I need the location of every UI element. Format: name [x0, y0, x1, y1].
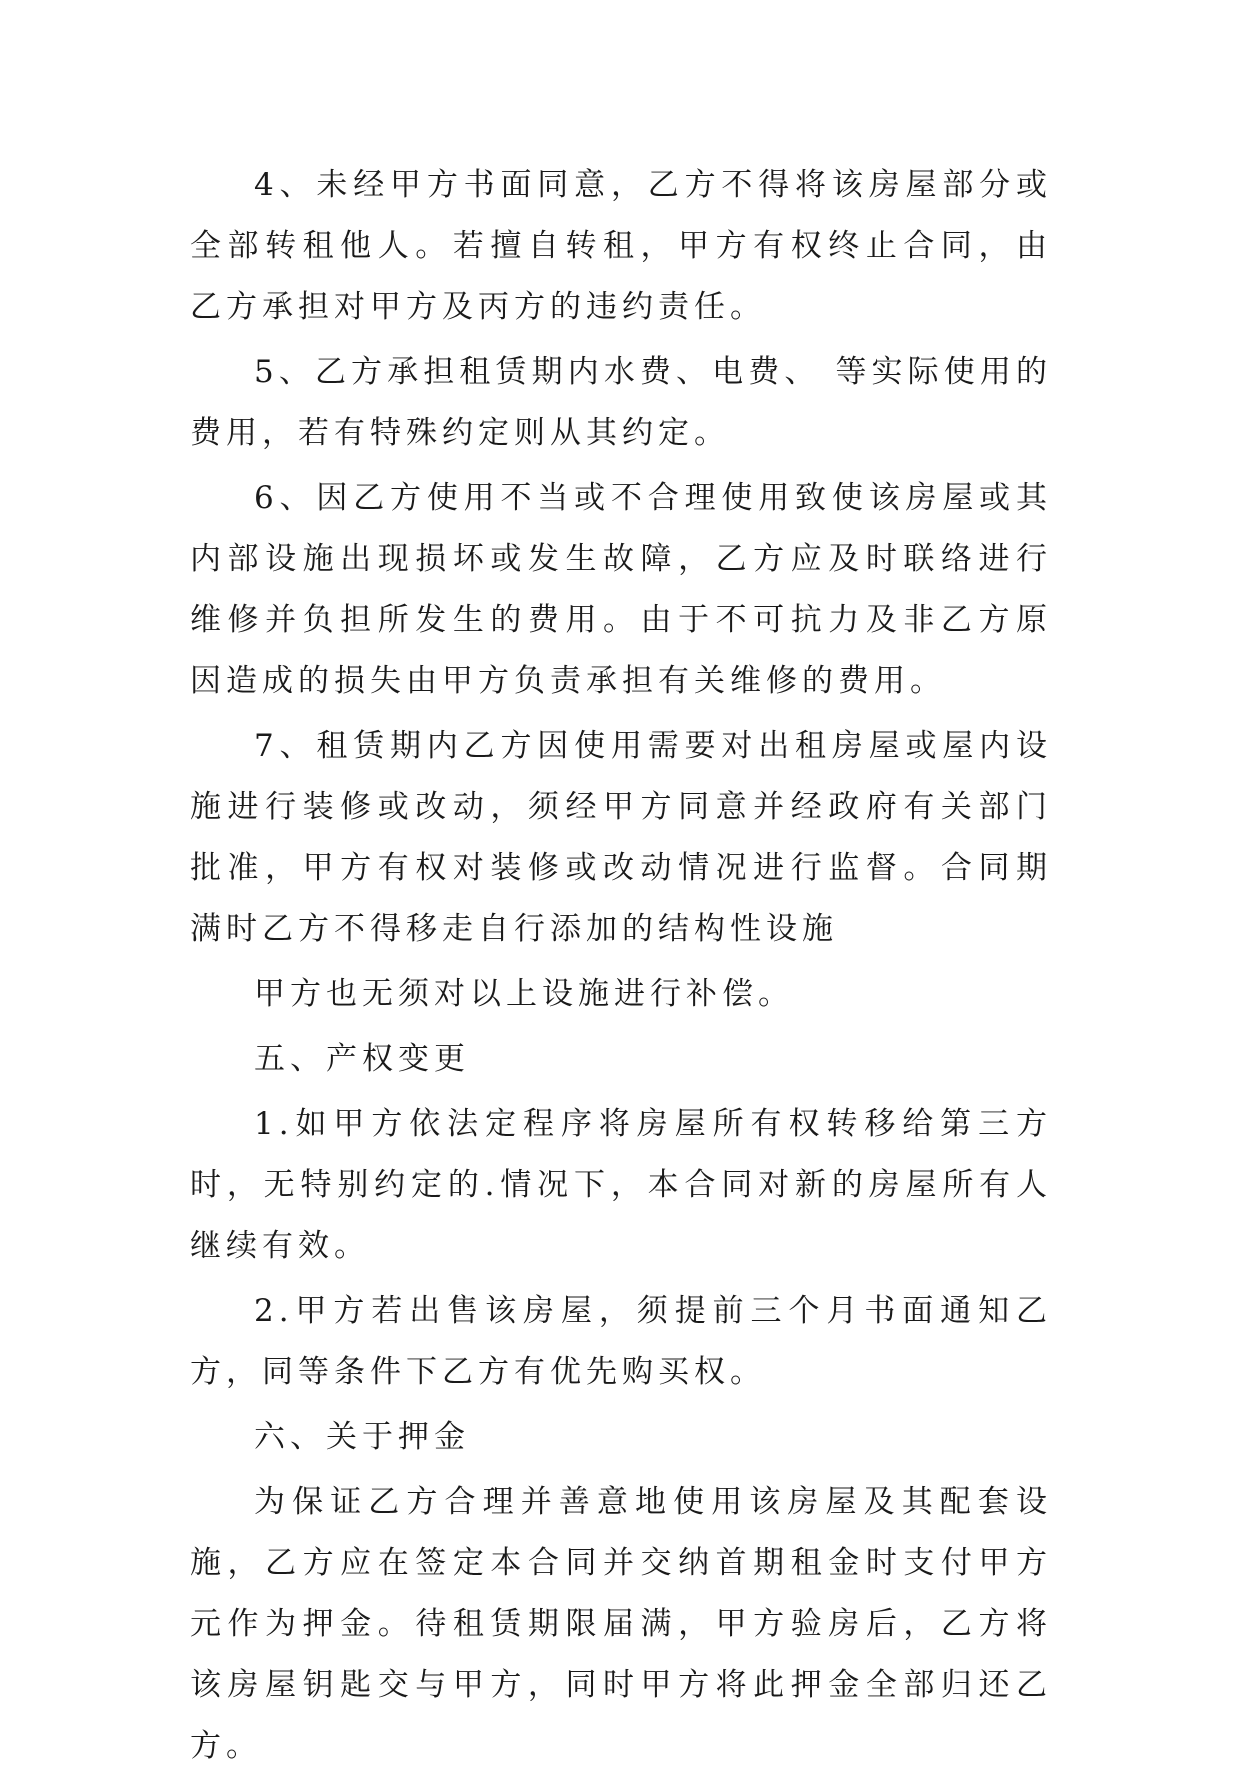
property-clause-2: 2.甲方若出售该房屋，须提前三个月书面通知乙方，同等条件下乙方有优先购买权。 — [190, 1293, 1052, 1390]
clause-4: 4、未经甲方书面同意，乙方不得将该房屋部分或全部转租他人。若擅自转租，甲方有权终止合同，由乙方承担对甲方及丙方的违约责任。 — [190, 167, 1052, 325]
section-heading-property-change: 五、产权变更 — [254, 1041, 470, 1077]
clause-6: 6、因乙方使用不当或不合理使用致使该房屋或其内部设施出现损坏或发生故障，乙方应及时联络进行维修并负担所发生的费用。由于不可抗力及非乙方原因造成的损失由甲方负责承担有关维修的费用。 — [190, 480, 1052, 699]
property-clause-1: 1.如甲方依法定程序将房屋所有权转移给第三方时，无特别约定的.情况下，本合同对新的房屋所有人继续有效。 — [190, 1106, 1052, 1264]
document-page — [190, 155, 1052, 1781]
clause-5: 5、乙方承担租赁期内水费、电费、 等实际使用的费用，若有特殊约定则从其约定。 — [190, 354, 1052, 451]
section-heading-deposit: 六、关于押金 — [254, 1419, 470, 1455]
deposit-clause: 为保证乙方合理并善意地使用该房屋及其配套设施，乙方应在签定本合同并交纳首期租金时支付甲方 元作为押金。待租赁期限届满，甲方验房后，乙方将该房屋钥匙交与甲方，同时甲方将此押金全部归还乙方。 — [190, 1484, 1052, 1764]
clause-7-continuation: 甲方也无须对以上设施进行补偿。 — [254, 976, 794, 1012]
clause-7: 7、租赁期内乙方因使用需要对出租房屋或屋内设施进行装修或改动，须经甲方同意并经政府有关部门批准，甲方有权对装修或改动情况进行监督。合同期满时乙方不得移走自行添加的结构性设施 — [190, 728, 1052, 947]
